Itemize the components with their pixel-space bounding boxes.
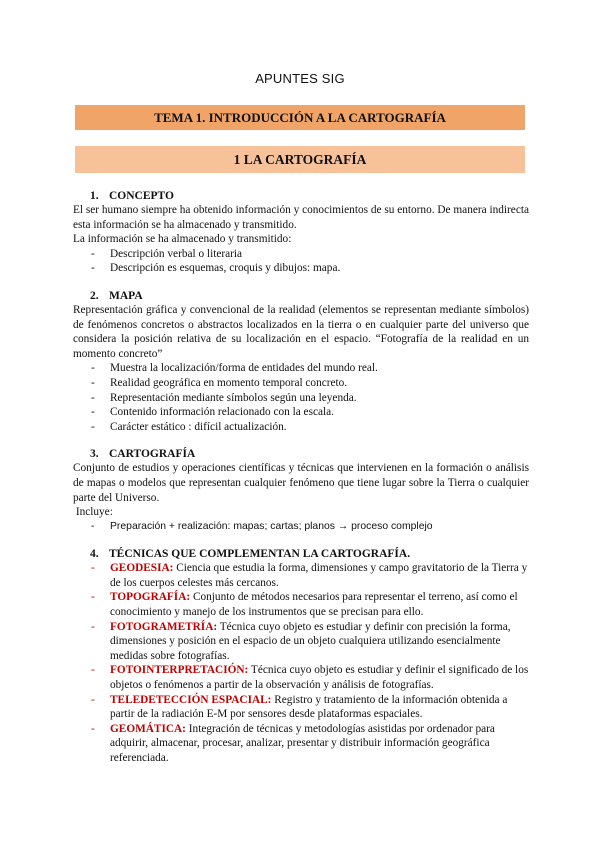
list-item: - Representación mediante símbolos según una leyenda.	[73, 391, 529, 406]
list	[73, 247, 529, 276]
paragraph: La información se ha almacenado y transmitido:	[73, 233, 292, 246]
list	[73, 361, 529, 434]
list-item: - Descripción verbal o literaria	[73, 247, 529, 262]
paragraph: Conjunto de estudios y operaciones científicas y técnicas que intervienen en la formación o análisis de mapas o modelos que representan cualquier fenómeno que tiene lugar sobre la Tierra o cualquier parte del Universo.	[73, 462, 529, 504]
heading-mapa: 2. MAPA	[90, 289, 143, 302]
heading-tecnicas: 4. TÉCNICAS QUE COMPLEMENTAN LA CARTOGRAFÍA.	[90, 548, 411, 561]
paragraph: El ser humano siempre ha obtenido información y conocimientos de su entorno. De manera indirecta esta información se ha almacenado y transmitido.	[73, 204, 529, 231]
tema-banner: TEMA 1. INTRODUCCIÓN A LA CARTOGRAFÍA	[75, 105, 525, 130]
list-item: - GEODESIA: Ciencia que estudia la forma, dimensiones y campo gravitatorio de la Tierra y de los cuerpos celestes más cercanos.	[73, 561, 529, 590]
techniques-list	[73, 561, 529, 765]
list-item: - FOTOINTERPRETACIÓN: Técnica cuyo objeto es estudiar y definir el significado de los objetos o fenómenos a partir de la observación y análisis de fotografías.	[73, 663, 529, 692]
list-item: - Carácter estático : difícil actualización.	[73, 420, 529, 435]
list-item: - Contenido información relacionado con la escala.	[73, 405, 529, 420]
content	[73, 189, 529, 766]
list-item: - Descripción es esquemas, croquis y dibujos: mapa.	[73, 261, 529, 276]
heading-concepto: 1. CONCEPTO	[90, 190, 174, 202]
list-item: - Muestra la localización/forma de entidades del mundo real.	[73, 361, 529, 376]
list-item: - Preparación + realización: mapas; cartas; planos → proceso complejo	[73, 520, 529, 535]
list-item: - GEOMÁTICA: Integración de técnicas y metodologías asistidas por ordenador para adquirir, almacenar, procesar, analizar, presentar y distribuir información geográfica referenciada.	[73, 722, 529, 766]
list-item: - TOPOGRAFÍA: Conjunto de métodos necesarios para representar el terreno, así como el conocimiento y manejo de los instrumentos que se precisan para ello.	[73, 590, 529, 619]
section-banner: 1 LA CARTOGRAFÍA	[75, 146, 525, 173]
paragraph: Representación gráfica y convencional de la realidad (elementos se representan mediante símbolos) de fenómenos concretos o abstractos localizados en la tierra o en cualquier parte del universo que considera la posición relativa de su localización en el espacio. “Fotografía de la realidad en un momento concreto”	[73, 303, 529, 360]
list-item: - FOTOGRAMETRÍA: Técnica cuyo objeto es estudiar y definir con precisión la forma, dimensiones y posición en el espacio de un objeto cualquiera utilizando esencialmente medidas sobre fotografías.	[73, 620, 529, 664]
document-title: APUNTES SIG	[255, 71, 345, 86]
paragraph: Incluye:	[73, 506, 113, 519]
list	[73, 520, 529, 535]
list-item: - TELEDETECCIÓN ESPACIAL: Registro y tratamiento de la información obtenida a partir de la radiación E-M por sensores desde plataformas espaciales.	[73, 693, 529, 722]
list-item: - Realidad geográfica en momento temporal concreto.	[73, 376, 529, 391]
heading-cartografia: 3. CARTOGRAFÍA	[90, 448, 196, 461]
